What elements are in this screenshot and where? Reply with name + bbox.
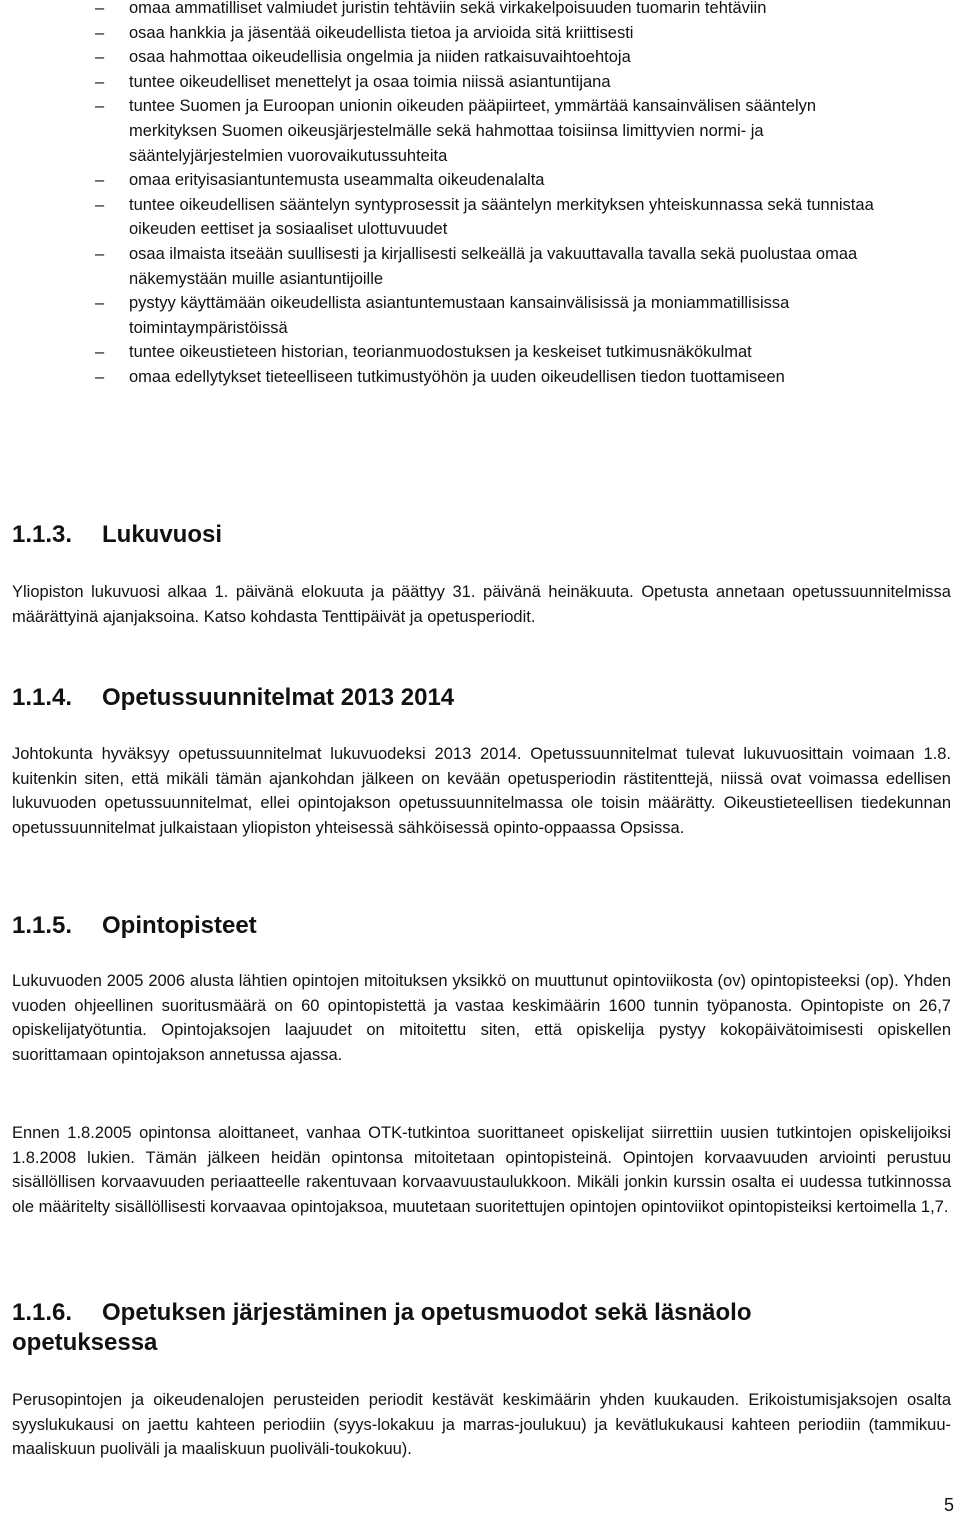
list-item: – omaa ammatilliset valmiudet juristin tehtäviin sekä virkakelpoisuuden tuomarin tehtäviin [95, 0, 895, 21]
bullet-dash: – [95, 23, 105, 42]
section-title: Opetuksen järjestäminen ja opetusmuodot sekä läsnäolo opetuksessa [12, 1299, 752, 1356]
paragraph-lukuvuosi: Yliopiston lukuvuosi alkaa 1. päivänä elokuuta ja päättyy 31. päivänä heinäkuuta. Opetusta annetaan opetussuunnitelmissa määrättyinä ajanjaksoina. Katso kohdasta Tenttipäivät ja opetusperiodit. [12, 583, 951, 626]
section-heading-opintopisteet [12, 911, 257, 941]
section-number: 1.1.3. [12, 521, 73, 548]
list-item: – tuntee Suomen ja Euroopan unionin oikeuden pääpiirteet, ymmärtää kansainvälisen sääntelyn merkityksen Suomen oikeusjärjestelmälle sekä hahmottaa toisiinsa limittyvien normi- ja sääntelyjärjestelmien vuorovaikutussuhteita [95, 94, 895, 168]
paragraph-opetuksen-jarjestaminen: Perusopintojen ja oikeudenalojen perusteiden periodit kestävät keskimäärin yhden kuukauden. Erikoistumisjaksojen osalta syyslukukausi on jaettu kahteen periodiin (syys-lokakuu ja marras-joulukuu) ja kevätlukukausi kahteen periodiin (tammikuu-maaliskuun puoliväli ja maaliskuun puoliväli-toukokuu). [12, 1391, 951, 1459]
section-heading-opetussuunnitelmat [12, 683, 454, 713]
paragraph-opintopisteet-1: Lukuvuoden 2005 2006 alusta lähtien opintojen mitoituksen yksikkö on muuttunut opintoviikosta (ov) opintopisteeksi (op). Yhden vuoden ohjeellinen suoritusmäärä on 60 opintopistettä ja vastaa keskimäärin 1600 tunnin työpanosta. Opintopiste on 26,7 opiskelijatyötuntia. Opintojaksojen laajuudet on mitoitettu siten, että opiskelija pystyy kokopäivätoimisesti opiskellen suorittamaan opintojakson annetussa ajassa. [12, 972, 951, 1064]
bullet-dash: – [95, 195, 105, 214]
section-heading-lukuvuosi [12, 520, 222, 550]
section-number: 1.1.6. [12, 1299, 73, 1326]
section-number: 1.1.4. [12, 684, 73, 711]
bullet-dash: – [95, 343, 105, 362]
section-title: Opintopisteet [102, 912, 257, 939]
section-heading-opetuksen-jarjestaminen [12, 1298, 892, 1358]
paragraph-opetussuunnitelmat: Johtokunta hyväksyy opetussuunnitelmat lukuvuodeksi 2013 2014. Opetussuunnitelmat tulevat lukuvuosittain voimaan 1.8. kuitenkin siten, että mikäli tämän ajankohdan jälkeen on kevään opetusperiodin rästitenttejä, niissä ovat voimassa edellisen lukuvuoden opetussuunnitelmat, ellei opintojakson opetussuunnitelmassa ole toisin määrätty. Oikeustieteellisen tiedekunnan opetussuunnitelmat julkaistaan yliopiston yhteisessä sähköisessä opinto-oppaassa Opsissa. [12, 745, 951, 837]
bullet-dash: – [95, 171, 105, 190]
section-title: Lukuvuosi [102, 521, 223, 548]
list-item: – tuntee oikeustieteen historian, teorianmuodostuksen ja keskeiset tutkimusnäkökulmat [95, 340, 895, 365]
bullet-dash: – [95, 72, 105, 91]
list-item: – omaa edellytykset tieteelliseen tutkimustyöhön ja uuden oikeudellisen tiedon tuottamiseen [95, 365, 895, 390]
list-item: – tuntee oikeudellisen sääntelyn syntyprosessit ja sääntelyn merkityksen yhteiskunnassa sekä tunnistaa oikeuden eettiset ja sosiaaliset ulottuvuudet [95, 193, 895, 242]
bullet-dash: – [95, 97, 105, 116]
list-item: – osaa hankkia ja jäsentää oikeudellista tietoa ja arvioida sitä kriittisesti [95, 21, 895, 46]
bullet-dash: – [95, 367, 105, 386]
section-number: 1.1.5. [12, 912, 73, 939]
list-item: – osaa hahmottaa oikeudellisia ongelmia ja niiden ratkaisuvaihtoehtoja [95, 45, 895, 70]
page-number: 5 [943, 1495, 954, 1515]
bullet-dash: – [95, 294, 105, 313]
section-title: Opetussuunnitelmat 2013 2014 [102, 684, 455, 711]
paragraph-opintopisteet-2: Ennen 1.8.2005 opintonsa aloittaneet, vanhaa OTK-tutkintoa suorittaneet opiskelijat siirrettiin uusien tutkintojen opiskelijoiksi 1.8.2008 lukien. Tämän jälkeen heidän opintonsa mitoitetaan opintopisteinä. Opintojen korvaavuuden arviointi perustuu sisällöllisen korvaavuuden periaatteelle rakentuvaan korvaavuustaulukkoon. Mikäli jonkin kurssin osalta ei uudessa tutkinnossa ole määritelty sisällöllisesti korvaavaa opintojaksoa, muutetaan suoritettujen opintojen opintoviikot opintopisteiksi kertoimella 1,7. [12, 1124, 951, 1216]
list-item: – pystyy käyttämään oikeudellista asiantuntemustaan kansainvälisissä ja moniammatillisissa toimintaympäristöissä [95, 291, 895, 340]
learning-outcomes-list [95, 0, 895, 390]
bullet-dash: – [95, 48, 105, 67]
list-item: – omaa erityisasiantuntemusta useammalta oikeudenalalta [95, 168, 895, 193]
bullet-dash: – [95, 0, 105, 17]
bullet-dash: – [95, 244, 105, 263]
list-item: – tuntee oikeudelliset menettelyt ja osaa toimia niissä asiantuntijana [95, 70, 895, 95]
list-item: – osaa ilmaista itseään suullisesti ja kirjallisesti selkeällä ja vakuuttavalla tavalla sekä puolustaa omaa näkemystään muille asiantuntijoille [95, 242, 895, 291]
